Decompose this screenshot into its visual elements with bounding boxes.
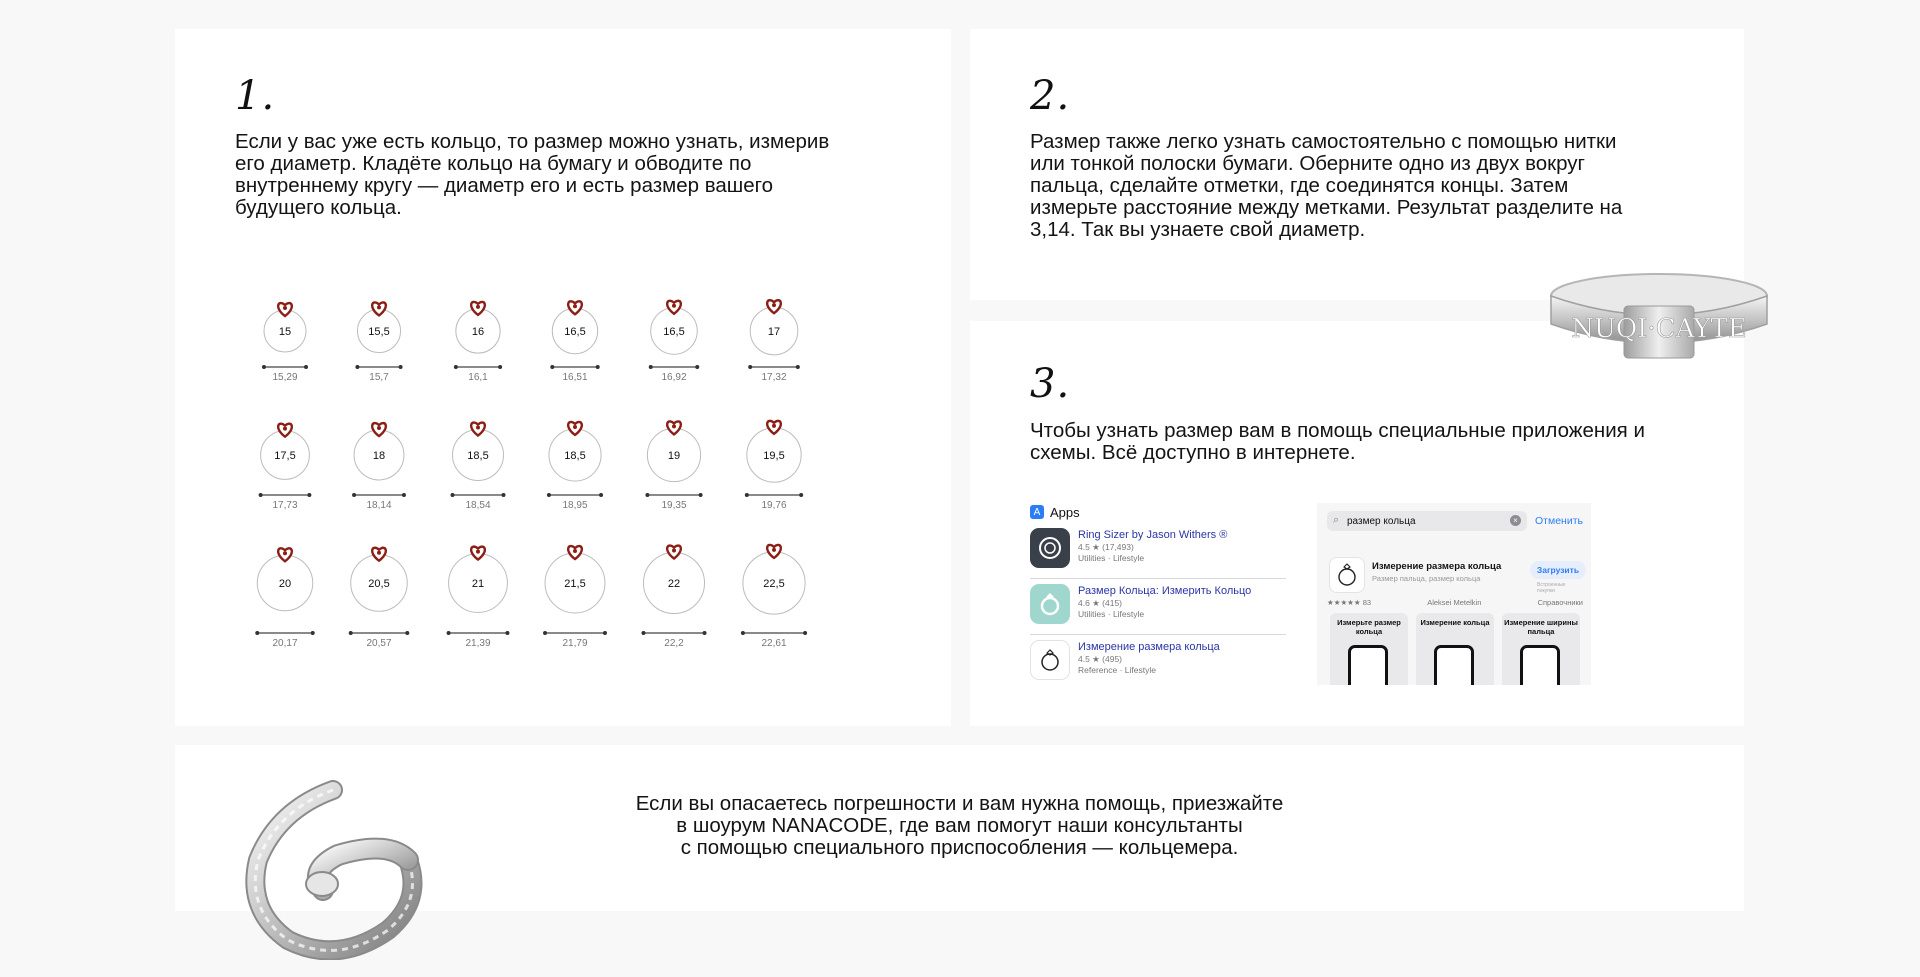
heart-gem bbox=[573, 549, 577, 553]
diameter-label: 19,35 bbox=[661, 500, 687, 511]
screenshots bbox=[1330, 613, 1580, 685]
silver-wrap-ring-image bbox=[238, 780, 438, 960]
heart-gem bbox=[672, 548, 676, 552]
diameter-endpoint bbox=[304, 365, 308, 369]
diameter-label: 18,54 bbox=[465, 500, 491, 511]
cancel-button[interactable]: Отменить bbox=[1535, 515, 1583, 527]
ring-size-item bbox=[349, 548, 410, 649]
ring-size-item bbox=[454, 302, 502, 383]
diameter-label: 22,61 bbox=[761, 638, 787, 649]
diameter-label: 16,1 bbox=[468, 372, 488, 383]
ring-size-label: 16,5 bbox=[663, 326, 685, 338]
diameter-label: 15,29 bbox=[272, 372, 298, 383]
heart-gem bbox=[377, 305, 381, 309]
diameter-endpoint bbox=[550, 365, 554, 369]
app-item[interactable] bbox=[1030, 523, 1286, 579]
diameter-endpoint bbox=[799, 493, 803, 497]
result-developer: Aleksei Metelkin bbox=[1427, 598, 1482, 607]
ring-size-label: 21,5 bbox=[564, 578, 586, 590]
diameter-label: 18,95 bbox=[562, 500, 588, 511]
diameter-endpoint bbox=[695, 365, 699, 369]
ring-engraving: NUQI·CAYTE bbox=[1571, 314, 1747, 344]
ring-size-label: 19,5 bbox=[763, 450, 785, 462]
ring-size-label: 22 bbox=[667, 578, 681, 590]
diameter-endpoint bbox=[645, 493, 649, 497]
diameter-endpoint bbox=[454, 365, 458, 369]
step1-number: 1. bbox=[235, 73, 276, 119]
ring-size-item bbox=[255, 548, 314, 649]
showroom-line: с помощью специального приспособления — кольцемера. bbox=[680, 836, 1239, 859]
ring-size-item bbox=[748, 300, 800, 383]
diameter-endpoint bbox=[349, 631, 353, 635]
diameter-endpoint bbox=[255, 631, 259, 635]
app-store-icon: A bbox=[1030, 505, 1044, 519]
app-rating: 4.5 ★ (495) bbox=[1078, 654, 1123, 664]
ring-size-label: 18,5 bbox=[467, 450, 489, 462]
app-name[interactable]: Размер Кольца: Измерить Кольцо bbox=[1078, 585, 1252, 597]
step2-card bbox=[970, 29, 1744, 300]
ring-size-item bbox=[352, 423, 406, 511]
diameter-endpoint bbox=[307, 493, 311, 497]
diameter-endpoint bbox=[543, 631, 547, 635]
diameter-endpoint bbox=[505, 631, 509, 635]
diameter-endpoint bbox=[355, 365, 359, 369]
search-result[interactable] bbox=[1327, 537, 1581, 594]
heart-gem bbox=[672, 304, 676, 308]
ring-size-label: 17,5 bbox=[274, 450, 296, 462]
heart-gem bbox=[672, 424, 676, 428]
diameter-endpoint bbox=[311, 631, 315, 635]
ring-size-item bbox=[550, 301, 599, 383]
ring-size-label: 18,5 bbox=[564, 450, 586, 462]
diameter-label: 16,51 bbox=[562, 372, 588, 383]
diameter-label: 21,39 bbox=[465, 638, 491, 649]
ring-size-item bbox=[649, 301, 700, 383]
search-icon: ⌕ bbox=[1333, 514, 1340, 526]
diameter-endpoint bbox=[649, 365, 653, 369]
diameter-label: 21,79 bbox=[562, 638, 588, 649]
app-category: Reference · Lifestyle bbox=[1078, 665, 1156, 675]
diameter-label: 17,32 bbox=[761, 372, 787, 383]
diameter-endpoint bbox=[259, 493, 263, 497]
result-meta bbox=[1327, 598, 1583, 607]
screenshot-1: Измерьте размер кольца bbox=[1330, 613, 1408, 685]
ring-size-label: 20 bbox=[278, 578, 292, 590]
diameter-endpoint bbox=[447, 631, 451, 635]
app-category: Utilities · Lifestyle bbox=[1078, 609, 1145, 619]
apps-header bbox=[1030, 501, 1286, 523]
ring-size-label: 15,5 bbox=[368, 326, 390, 338]
screenshot-3: Измерение ширины пальца bbox=[1502, 613, 1580, 685]
diameter-endpoint bbox=[603, 631, 607, 635]
ring-size-label: 22,5 bbox=[763, 578, 785, 590]
ring-size-label: 19 bbox=[667, 450, 681, 462]
heart-gem bbox=[573, 304, 577, 308]
step3-number: 3. bbox=[1030, 361, 1071, 407]
heart-gem bbox=[283, 551, 287, 555]
diameter-endpoint bbox=[402, 493, 406, 497]
ring-size-item bbox=[645, 421, 702, 511]
app-rating: 4.5 ★ (17,493) bbox=[1078, 542, 1134, 552]
ring-measure-icon bbox=[1030, 584, 1070, 624]
app-item[interactable] bbox=[1030, 635, 1286, 690]
app-category: Utilities · Lifestyle bbox=[1078, 553, 1145, 563]
diameter-label: 20,57 bbox=[366, 638, 392, 649]
heart-gem bbox=[377, 426, 381, 430]
in-app-purchases: Встроенные покупки bbox=[1537, 582, 1566, 594]
diameter-endpoint bbox=[352, 493, 356, 497]
heart-gem bbox=[772, 303, 776, 307]
diameter-label: 18,14 bbox=[366, 500, 392, 511]
result-category: Справочники bbox=[1537, 598, 1583, 607]
heart-gem bbox=[476, 550, 480, 554]
step3-card bbox=[970, 321, 1744, 726]
ring-outline-icon bbox=[1030, 640, 1070, 680]
diameter-label: 19,76 bbox=[761, 500, 787, 511]
app-name[interactable]: Ring Sizer by Jason Withers ® bbox=[1078, 529, 1228, 541]
diameter-endpoint bbox=[547, 493, 551, 497]
result-title: Измерение размера кольца bbox=[1372, 561, 1502, 572]
diameter-endpoint bbox=[641, 631, 645, 635]
step2-text: Размер также легко узнать самостоятельно с помощью нитки или тонкой полоски бумаги. Оберните одно из двух вокруг пальца, сделайте отметки, где соединятся концы. Затем измерьте расстояние между метками. Результат разделите на 3,14. Так вы узнаете свой диаметр. bbox=[1030, 130, 1623, 241]
app-store-results bbox=[1030, 501, 1286, 690]
ring-size-label: 17 bbox=[767, 326, 781, 338]
heart-gem bbox=[283, 427, 287, 431]
diameter-endpoint bbox=[501, 493, 505, 497]
ring-size-label: 18 bbox=[372, 450, 386, 462]
app-name[interactable]: Измерение размера кольца bbox=[1078, 641, 1220, 653]
ring-sizer-icon bbox=[1030, 528, 1070, 568]
app-rating: 4.6 ★ (415) bbox=[1078, 598, 1123, 608]
diameter-endpoint bbox=[703, 631, 707, 635]
clear-icon[interactable]: × bbox=[1510, 515, 1521, 526]
ring-size-label: 15 bbox=[278, 326, 292, 338]
ring-size-item bbox=[641, 546, 706, 649]
diameter-label: 15,7 bbox=[369, 372, 389, 383]
heart-gem bbox=[283, 306, 287, 310]
ring-size-item bbox=[741, 545, 807, 649]
diameter-label: 22,2 bbox=[664, 638, 684, 649]
ring-size-label: 16 bbox=[471, 326, 485, 338]
ring-size-label: 21 bbox=[471, 578, 485, 590]
apps-title: Apps bbox=[1050, 504, 1080, 520]
search-input[interactable] bbox=[1327, 511, 1527, 531]
diameter-endpoint bbox=[803, 631, 807, 635]
diameter-endpoint bbox=[745, 493, 749, 497]
ring-size-item bbox=[259, 424, 312, 511]
diameter-label: 17,73 bbox=[272, 500, 298, 511]
diameter-endpoint bbox=[741, 631, 745, 635]
ring-size-item bbox=[355, 302, 402, 383]
app-item[interactable] bbox=[1030, 579, 1286, 635]
ring-size-item bbox=[451, 423, 506, 511]
diameter-endpoint bbox=[796, 365, 800, 369]
app-search-screenshot bbox=[1317, 503, 1591, 685]
diameter-endpoint bbox=[399, 365, 403, 369]
result-rating: ★★★★★ 83 bbox=[1327, 598, 1372, 607]
step1-card bbox=[175, 29, 951, 726]
heart-gem bbox=[476, 305, 480, 309]
diameter-endpoint bbox=[498, 365, 502, 369]
screenshot-2: Измерение кольца bbox=[1416, 613, 1494, 685]
ring-size-label: 16,5 bbox=[564, 326, 586, 338]
diameter-label: 16,92 bbox=[661, 372, 687, 383]
heart-gem bbox=[772, 424, 776, 428]
heart-gem bbox=[772, 548, 776, 552]
silver-band-ring-image bbox=[1548, 266, 1770, 366]
heart-gem bbox=[476, 426, 480, 430]
ring-size-item bbox=[447, 547, 510, 649]
ring-size-label: 20,5 bbox=[368, 578, 390, 590]
result-subtitle: Размер пальца, размер кольца bbox=[1372, 574, 1481, 583]
diameter-endpoint bbox=[451, 493, 455, 497]
diameter-endpoint bbox=[262, 365, 266, 369]
heart-gem bbox=[377, 551, 381, 555]
diameter-endpoint bbox=[699, 493, 703, 497]
diameter-endpoint bbox=[405, 631, 409, 635]
diameter-label: 20,17 bbox=[272, 638, 298, 649]
ring-size-item bbox=[745, 421, 803, 511]
ring-size-item bbox=[262, 303, 308, 383]
ring-size-item bbox=[543, 546, 607, 649]
showroom-line: Если вы опасаетесь погрешности и вам нужна помощь, приезжайте bbox=[635, 792, 1284, 815]
diameter-endpoint bbox=[596, 365, 600, 369]
step2-number: 2. bbox=[1030, 73, 1071, 119]
app-icon bbox=[1329, 557, 1365, 593]
ring-size-item bbox=[547, 422, 603, 511]
search-query: размер кольца bbox=[1347, 515, 1416, 527]
step3-text: Чтобы узнать размер вам в помощь специальные приложения и схемы. Всё доступно в интернете. bbox=[1030, 419, 1645, 464]
heart-gem bbox=[573, 425, 577, 429]
showroom-line: в шоурум NANACODE, где вам помогут наши консультанты bbox=[676, 814, 1243, 837]
step1-text: Если у вас уже есть кольцо, то размер можно узнать, измерив его диаметр. Кладёте кольцо на бумагу и обводите по внутреннему кругу — диаметр его и есть размер вашего будущего кольца. bbox=[235, 130, 830, 219]
diameter-endpoint bbox=[748, 365, 752, 369]
diameter-endpoint bbox=[599, 493, 603, 497]
ring-size-chart bbox=[175, 29, 951, 726]
get-button[interactable]: Загрузить bbox=[1530, 561, 1586, 579]
